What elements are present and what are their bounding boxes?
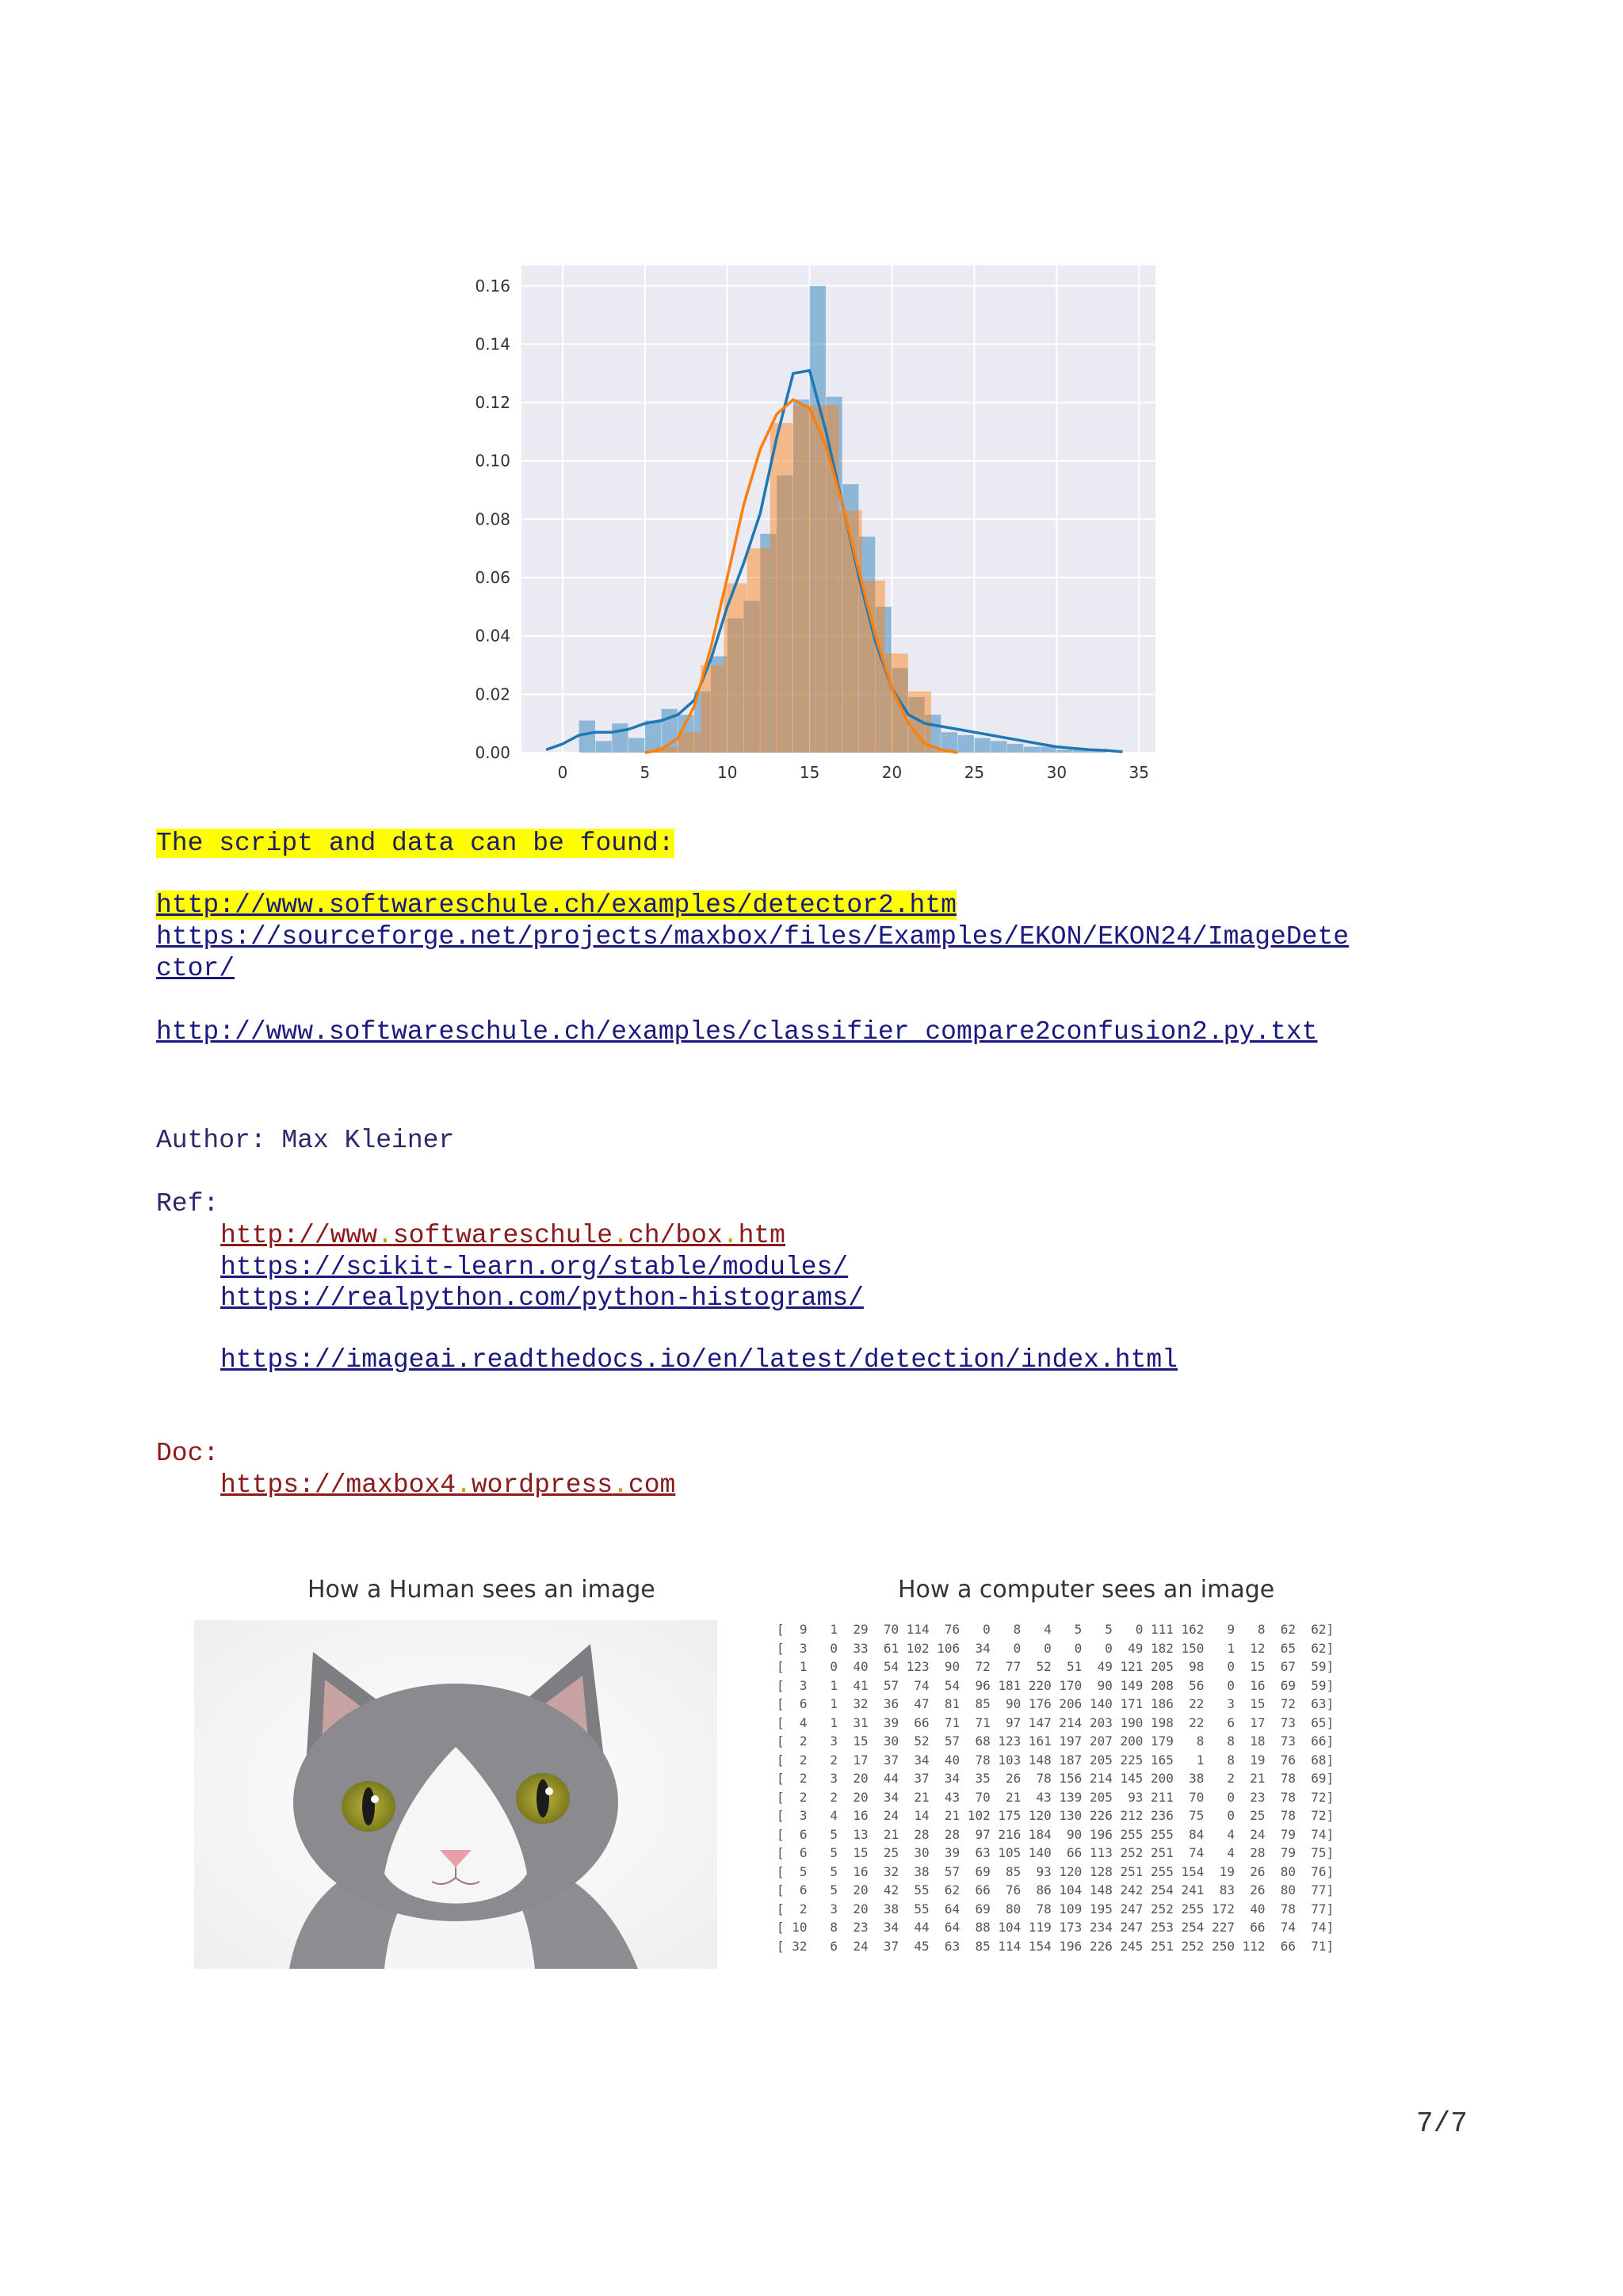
y-tick-label: 0.04 bbox=[475, 626, 510, 646]
matrix-row: [ 2 3 20 38 55 64 69 80 78 109 195 247 252 255 172 40 78 77] bbox=[777, 1901, 1335, 1917]
script-note bbox=[156, 828, 674, 860]
histogram-bar bbox=[678, 732, 701, 753]
script-note-text: The script and data can be found: bbox=[156, 829, 674, 858]
histogram-bar bbox=[816, 406, 839, 753]
human-caption: How a Human sees an image bbox=[307, 1576, 655, 1604]
ref1-dot: . bbox=[722, 1221, 739, 1250]
doc-link-wordpress[interactable] bbox=[220, 1470, 675, 1501]
histogram-bar bbox=[747, 548, 770, 753]
x-tick-label: 30 bbox=[1046, 763, 1067, 782]
link-classifier-text[interactable]: http://www.softwareschule.ch/examples/classifier_compare2confusion2.py.txt bbox=[156, 1017, 1318, 1047]
matrix-row: [ 10 8 23 34 44 64 88 104 119 173 234 247 253 254 227 66 74 74] bbox=[777, 1920, 1335, 1935]
doc1-part: wordpress bbox=[471, 1470, 613, 1500]
matrix-row: [ 2 2 17 37 34 40 78 103 148 187 205 225 165 1 8 19 76 68] bbox=[777, 1752, 1335, 1768]
matrix-row: [ 6 5 13 21 28 28 97 216 184 90 196 255 255 84 4 24 79 74] bbox=[777, 1826, 1335, 1842]
y-tick-label: 0.12 bbox=[475, 393, 510, 413]
histogram-bar bbox=[628, 738, 644, 753]
link-sourceforge-text-2[interactable]: ctor/ bbox=[156, 954, 235, 983]
link-detector2[interactable] bbox=[156, 890, 957, 921]
ref-link-scikit[interactable] bbox=[220, 1252, 848, 1283]
cat-photo bbox=[194, 1620, 717, 1969]
doc1-dot: . bbox=[456, 1470, 472, 1500]
y-tick-label: 0.00 bbox=[475, 743, 510, 762]
histogram-bar bbox=[1056, 749, 1072, 753]
matrix-row: [ 6 5 20 42 55 62 66 76 86 104 148 242 254 241 83 26 80 77] bbox=[777, 1882, 1335, 1897]
histogram-bar bbox=[885, 654, 908, 753]
link-sourceforge-text-1[interactable]: https://sourceforge.net/projects/maxbox/files/Examples/EKON/EKON24/ImageDete bbox=[156, 922, 1350, 952]
x-tick-label: 25 bbox=[964, 763, 985, 782]
ref-link-realpython-text[interactable]: https://realpython.com/python-histograms/ bbox=[220, 1283, 864, 1313]
histogram-bar bbox=[579, 720, 595, 753]
histogram-bar bbox=[793, 406, 816, 753]
ref1-part: ch/box bbox=[628, 1221, 723, 1250]
matrix-row: [ 2 2 20 34 21 43 70 21 43 139 205 93 211 70 0 23 78 72] bbox=[777, 1789, 1335, 1805]
x-tick-label: 35 bbox=[1128, 763, 1149, 782]
histogram-bar bbox=[839, 510, 862, 753]
x-tick-label: 5 bbox=[640, 763, 651, 782]
matrix-row: [ 5 5 16 32 38 57 69 85 93 120 128 251 255 154 19 26 80 76] bbox=[777, 1863, 1335, 1879]
histogram-bar bbox=[1024, 747, 1040, 753]
histogram-bar bbox=[1007, 744, 1023, 753]
doc-link-wordpress-text[interactable] bbox=[220, 1470, 675, 1500]
ref-link-scikit-text[interactable]: https://scikit-learn.org/stable/modules/ bbox=[220, 1253, 849, 1282]
matrix-row: [ 32 6 24 37 45 63 85 114 154 196 226 245 251 252 250 112 66 71] bbox=[777, 1938, 1335, 1954]
pixel-matrix bbox=[777, 1620, 1334, 1955]
doc1-dot: . bbox=[613, 1470, 628, 1500]
matrix-row: [ 6 1 32 36 47 81 85 90 176 206 140 171 186 22 3 15 72 63] bbox=[777, 1696, 1335, 1711]
link-detector2-text[interactable]: http://www.softwareschule.ch/examples/detector2.htm bbox=[156, 891, 957, 920]
y-tick-label: 0.08 bbox=[475, 509, 510, 529]
matrix-row: [ 3 1 41 57 74 54 96 181 220 170 90 149 208 56 0 16 69 59] bbox=[777, 1677, 1335, 1693]
matrix-row: [ 2 3 20 44 37 34 35 26 78 156 214 145 200 38 2 21 78 69] bbox=[777, 1771, 1335, 1786]
matrix-row: [ 2 3 15 30 52 57 68 123 161 197 207 200 179 8 8 18 73 66] bbox=[777, 1733, 1335, 1749]
y-tick-label: 0.02 bbox=[475, 685, 510, 704]
x-tick-label: 0 bbox=[557, 763, 568, 782]
histogram-chart bbox=[428, 257, 1165, 788]
doc1-part: https://maxbox4 bbox=[220, 1470, 456, 1500]
ref-link-imageai-text[interactable]: https://imageai.readthedocs.io/en/latest/detection/index.html bbox=[220, 1345, 1178, 1375]
ref1-part: softwareschule bbox=[392, 1221, 613, 1250]
matrix-row: [ 9 1 29 70 114 76 0 8 4 5 5 0 111 162 9 8 62 62] bbox=[777, 1622, 1335, 1637]
y-tick-label: 0.14 bbox=[475, 334, 510, 354]
histogram-bar bbox=[770, 423, 793, 753]
doc1-part: com bbox=[628, 1470, 676, 1500]
page-number: 7/7 bbox=[1416, 2107, 1468, 2140]
matrix-row: [ 6 5 15 25 30 39 63 105 140 66 113 252 251 74 4 28 79 75] bbox=[777, 1845, 1335, 1860]
link-sourceforge[interactable] bbox=[156, 921, 1349, 953]
y-tick-label: 0.16 bbox=[475, 276, 510, 296]
matrix-row: [ 3 4 16 24 14 21 102 175 120 130 226 212 236 75 0 25 78 72] bbox=[777, 1808, 1335, 1823]
matrix-row: [ 1 0 40 54 123 90 72 77 52 51 49 121 205 98 0 15 67 59] bbox=[777, 1659, 1335, 1674]
ref-link-realpython[interactable] bbox=[220, 1283, 864, 1314]
ref1-dot: . bbox=[377, 1221, 393, 1250]
y-tick-label: 0.10 bbox=[475, 451, 510, 471]
histogram-bar bbox=[596, 741, 612, 753]
matrix-row: [ 3 0 33 61 102 106 34 0 0 0 0 49 182 150 1 12 65 62] bbox=[777, 1640, 1335, 1656]
author-line: Author: Max Kleiner bbox=[156, 1126, 455, 1155]
ref-link-box-text[interactable] bbox=[220, 1221, 785, 1250]
cat-illustration bbox=[194, 1620, 717, 1969]
ref1-part: http://www bbox=[220, 1221, 378, 1250]
x-tick-label: 10 bbox=[717, 763, 738, 782]
x-tick-label: 15 bbox=[799, 763, 820, 782]
x-tick-label: 20 bbox=[881, 763, 903, 782]
histogram-svg bbox=[428, 257, 1165, 788]
matrix-row: [ 4 1 31 39 66 71 71 97 147 214 203 190 198 22 6 17 73 65] bbox=[777, 1714, 1335, 1730]
ref1-part: htm bbox=[738, 1221, 785, 1250]
computer-caption: How a computer sees an image bbox=[898, 1576, 1275, 1604]
link-sourceforge-wrap[interactable] bbox=[156, 953, 235, 985]
vision-comparison-figure bbox=[194, 1565, 1430, 1977]
doc-label: Doc: bbox=[156, 1439, 220, 1468]
y-tick-label: 0.06 bbox=[475, 568, 510, 588]
histogram-bar bbox=[612, 723, 628, 753]
ref1-dot: . bbox=[613, 1221, 628, 1250]
histogram-bar bbox=[958, 735, 974, 753]
histogram-bar bbox=[991, 741, 1006, 753]
ref-link-box[interactable] bbox=[220, 1220, 785, 1252]
ref-label: Ref: bbox=[156, 1189, 220, 1219]
histogram-bar bbox=[974, 738, 990, 753]
link-classifier[interactable] bbox=[156, 1016, 1317, 1048]
ref-link-imageai[interactable] bbox=[220, 1344, 1178, 1376]
